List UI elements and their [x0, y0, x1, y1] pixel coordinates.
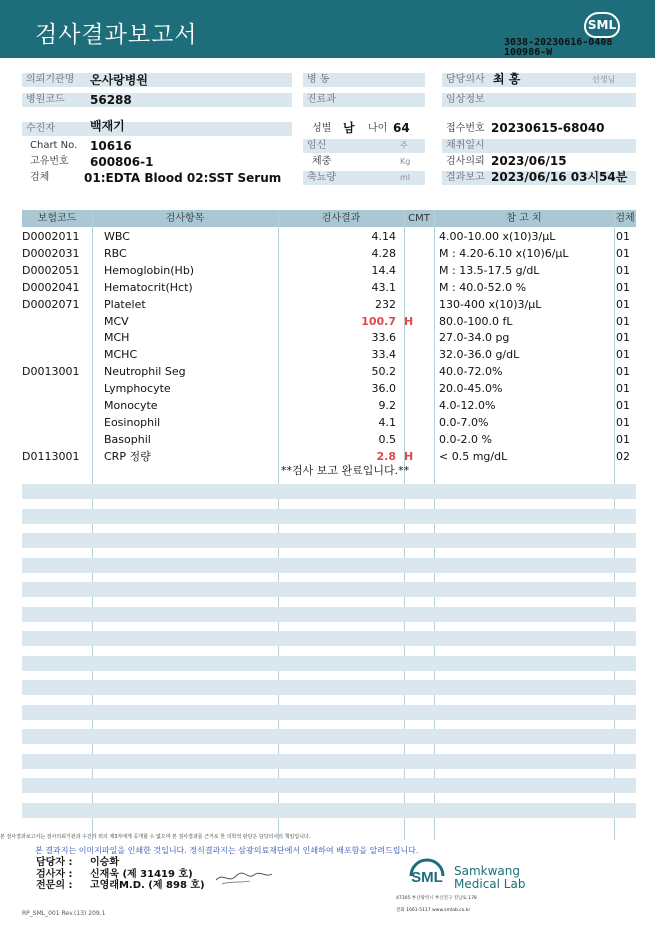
cell-test-name: MCHC — [104, 348, 138, 362]
doctor-label: 담당의사 — [442, 73, 636, 87]
receipt-number: 20230615-68040 — [491, 121, 605, 135]
barcode-line-2: 100986-W — [504, 47, 553, 58]
patient-id: 600806-1 — [90, 155, 154, 169]
cell-insurance-code: D0013001 — [22, 365, 80, 379]
cell-reference: 4.00-10.00 x(10)3/μL — [439, 230, 556, 243]
cell-result-value: 100.7 — [361, 314, 396, 328]
cell-reference: M : 13.5-17.5 g/dL — [439, 263, 540, 277]
cell-insurance-code: D0002041 — [22, 280, 80, 294]
contact-line: 전화 1661-5117 www.smlab.co.kr — [396, 908, 471, 913]
reporter-name: 이승화 — [90, 857, 119, 868]
patient-name: 백재기 — [90, 119, 125, 133]
tester-name: 신재욱 (제 31419 호) — [90, 869, 193, 880]
cell-test-name: Eosinophil — [104, 415, 161, 429]
chart-label: Chart No. — [30, 140, 78, 151]
doctor-suffix: 선생님 — [592, 75, 616, 84]
barcode-line-1: 3038-20230616-0408 — [504, 37, 613, 48]
cell-insurance-code: D0002051 — [22, 263, 80, 277]
sex-label: 성별 — [312, 123, 332, 134]
empty-row — [22, 484, 636, 499]
chart-number: 10616 — [90, 139, 132, 153]
samkwang-logo-text: SML — [411, 869, 443, 886]
cell-specimen: 01 — [616, 331, 630, 345]
reporter-label: 담당자 : — [36, 857, 73, 868]
cell-result-value: 4.28 — [371, 246, 396, 260]
cell-test-name: Hematocrit(Hct) — [104, 280, 193, 294]
cell-specimen: 01 — [616, 382, 630, 396]
cell-specimen: 01 — [616, 297, 630, 311]
cell-test-name: RBC — [104, 246, 127, 260]
cell-reference: 32.0-36.0 g/dL — [439, 348, 520, 362]
table-row — [22, 363, 636, 380]
cell-specimen: 01 — [616, 280, 630, 294]
report-date: 2023/06/16 03시54분 — [491, 170, 628, 184]
hospital-label: 의뢰기관명 — [22, 73, 292, 87]
cell-result-value: 33.4 — [371, 348, 396, 362]
specimen-label: 검체 — [30, 172, 50, 183]
clinical-info-label: 임상정보 — [442, 93, 636, 107]
cell-specimen: 01 — [616, 415, 630, 429]
dept-label: 진료과 — [303, 93, 425, 107]
table-row — [22, 262, 636, 279]
cell-reference: 0.0-2.0 % — [439, 432, 492, 446]
footer-image-notice: 본 결과지는 이미지파일을 인쇄한 것입니다. 정식결과지는 삼광의료재단에서 인쇄하여 배포함을 알려드립니다. — [35, 846, 419, 855]
cell-result-value: 4.1 — [378, 415, 396, 429]
empty-row — [22, 680, 636, 695]
table-row — [22, 329, 636, 346]
empty-row — [22, 582, 636, 597]
samkwang-logo-icon — [405, 852, 449, 892]
cell-test-name: MCV — [104, 314, 129, 328]
cell-test-name: Monocyte — [104, 399, 158, 412]
tester-label: 검사자 : — [36, 869, 73, 880]
ward-label: 병 동 — [303, 73, 425, 87]
address-line: 47305 부산광역시 부산진구 진남로 178 — [396, 896, 477, 901]
pregnancy-unit: 주 — [400, 141, 408, 150]
cell-result-value: 33.6 — [371, 331, 396, 345]
cell-specimen: 01 — [616, 314, 630, 328]
cell-result-value: 14.4 — [371, 263, 396, 277]
id-label: 고유번호 — [30, 156, 69, 167]
cell-flag: H — [404, 314, 414, 328]
table-row — [22, 279, 636, 296]
patient-label: 수진자 — [22, 122, 292, 136]
empty-row — [22, 754, 636, 769]
footer-disclaimer: 본 검사결과보고서는 검사의뢰기관과 수진자 외의 제3자에게 공개할 수 없으며 본 검사결과를 근거로 한 의학적 판단은 담당의사의 책임입니다. — [0, 834, 311, 840]
table-row — [22, 414, 636, 431]
cell-test-name: Basophil — [104, 432, 151, 446]
cell-test-name: Hemoglobin(Hb) — [104, 263, 195, 277]
specimen-type: 01:EDTA Blood 02:SST Serum — [84, 171, 282, 185]
empty-row — [22, 729, 636, 744]
empty-row — [22, 656, 636, 671]
empty-row — [22, 607, 636, 622]
request-date: 2023/06/15 — [491, 154, 567, 168]
empty-row — [22, 803, 636, 818]
cell-result-value: 50.2 — [371, 365, 396, 379]
cell-flag: H — [404, 449, 414, 463]
table-row — [22, 346, 636, 363]
cell-test-name: Platelet — [104, 297, 146, 311]
org-name-line-2: Medical Lab — [454, 877, 526, 891]
empty-row — [22, 558, 636, 573]
table-row — [22, 245, 636, 262]
table-row — [22, 397, 636, 414]
col-reference: 참 고 치 — [506, 213, 542, 224]
cell-reference: 4.0-12.0% — [439, 399, 496, 412]
cell-test-name: WBC — [104, 230, 130, 243]
empty-row — [22, 778, 636, 793]
receipt-label: 접수번호 — [446, 123, 485, 134]
report-label: 결과보고 — [442, 171, 636, 185]
cell-specimen: 01 — [616, 246, 630, 260]
collection-label: 채취일시 — [442, 139, 636, 153]
table-row — [22, 380, 636, 397]
cell-test-name: Lymphocyte — [104, 382, 171, 396]
table-row — [22, 431, 636, 448]
sex-value: 남 — [343, 121, 355, 135]
sml-logo: SML — [584, 12, 620, 38]
doctor-name: 최 홍 — [493, 72, 521, 86]
weight-label: 체중 — [312, 156, 332, 167]
complete-note: **검사 보고 완료입니다.** — [281, 464, 410, 477]
cell-result-value: 9.2 — [378, 399, 396, 412]
hospital-code-label: 병원코드 — [22, 93, 292, 107]
request-label: 검사의뢰 — [446, 156, 485, 167]
cell-insurance-code: D0002031 — [22, 246, 80, 260]
cell-test-name: MCH — [104, 331, 130, 345]
pregnancy-label: 임신 — [303, 139, 425, 153]
cell-specimen: 01 — [616, 230, 630, 243]
cell-result-value: 43.1 — [371, 280, 396, 294]
empty-row — [22, 631, 636, 646]
specialist-name: 고영래M.D. (제 898 호) — [90, 880, 205, 891]
hospital-name: 온사랑병원 — [90, 73, 148, 87]
cell-specimen: 01 — [616, 348, 630, 362]
col-result: 검사결과 — [321, 213, 361, 224]
cell-reference: 80.0-100.0 fL — [439, 314, 513, 328]
cell-test-name: Neutrophil Seg — [104, 365, 186, 379]
samkwang-address — [396, 893, 477, 917]
urine-label: 축뇨량 — [303, 171, 425, 185]
weight-unit: Kg — [400, 157, 411, 166]
cell-reference: 130-400 x(10)3/μL — [439, 297, 542, 311]
empty-row — [22, 533, 636, 548]
cell-specimen: 01 — [616, 365, 630, 379]
cell-reference: M : 4.20-6.10 x(10)6/μL — [439, 246, 569, 260]
cell-specimen: 01 — [616, 432, 630, 446]
cell-reference: 40.0-72.0% — [439, 365, 503, 379]
report-title: 검사결과보고서 — [35, 22, 198, 48]
cell-reference: < 0.5 mg/dL — [439, 449, 508, 463]
cell-specimen: 02 — [616, 449, 630, 463]
col-test-item: 검사항목 — [165, 213, 205, 224]
cell-result-value: 36.0 — [371, 382, 396, 396]
cell-test-name: CRP 정량 — [104, 449, 151, 463]
samkwang-name — [454, 865, 525, 891]
table-row — [22, 296, 636, 313]
org-name-line-1: Samkwang — [454, 864, 520, 878]
cell-specimen: 01 — [616, 399, 630, 412]
empty-row — [22, 509, 636, 524]
cell-insurance-code: D0002011 — [22, 230, 80, 243]
col-cmt: CMT — [408, 213, 430, 224]
cell-reference: 27.0-34.0 pg — [439, 331, 510, 345]
cell-result-value: 2.8 — [376, 449, 396, 463]
cell-result-value: 4.14 — [371, 230, 396, 243]
urine-unit: ml — [400, 173, 411, 182]
cell-insurance-code: D0002071 — [22, 297, 80, 311]
age-label: 나이 — [368, 123, 388, 134]
signature-icon — [214, 866, 274, 888]
cell-reference: M : 40.0-52.0 % — [439, 280, 527, 294]
cell-result-value: 0.5 — [378, 432, 396, 446]
cell-specimen: 01 — [616, 263, 630, 277]
specialist-label: 전문의 : — [36, 880, 73, 891]
cell-insurance-code: D0113001 — [22, 449, 80, 463]
cell-reference: 0.0-7.0% — [439, 415, 489, 429]
cell-reference: 20.0-45.0% — [439, 382, 503, 396]
col-specimen: 검체 — [615, 213, 635, 224]
form-code: RP_SML_001 Rev.(13) 209.1 — [22, 910, 106, 917]
table-row — [22, 313, 636, 330]
barcode-number — [504, 38, 612, 58]
age-value: 64 — [393, 121, 410, 135]
hospital-code: 56288 — [90, 93, 132, 107]
empty-row — [22, 705, 636, 720]
result-table-header — [22, 210, 636, 227]
cell-result-value: 232 — [375, 297, 396, 311]
col-insurance-code: 보험코드 — [37, 213, 77, 224]
table-row — [22, 228, 636, 245]
